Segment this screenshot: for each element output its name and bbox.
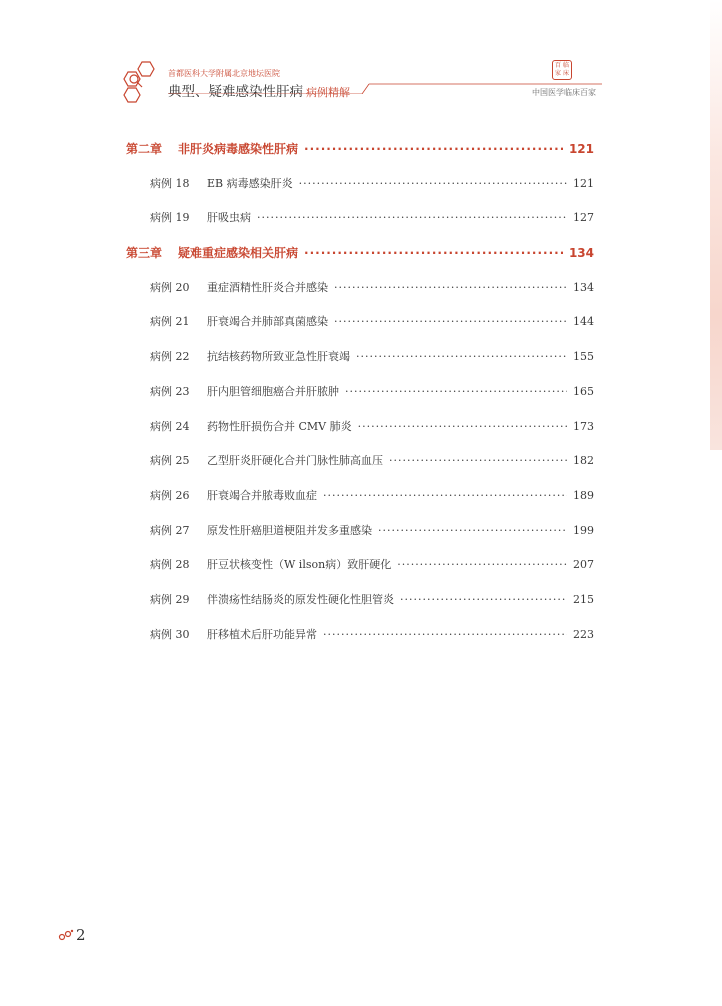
toc-case-row <box>126 514 594 549</box>
dot-leader <box>356 340 567 375</box>
book-title-sub: 病例精解 <box>306 86 350 99</box>
dot-leader <box>257 201 567 236</box>
toc-case-row <box>126 583 594 618</box>
case-title: 药物性肝损伤合并 CMV 肺炎 <box>207 419 352 433</box>
page-number: 134 <box>568 246 594 261</box>
page-number: 165 <box>573 384 594 398</box>
page-number: 134 <box>573 280 594 294</box>
toc-chapter-row <box>126 236 594 271</box>
case-number: 病例 28 <box>150 558 190 572</box>
case-title: 原发性肝癌胆道梗阻并发多重感染 <box>207 523 372 537</box>
side-tab-decoration <box>710 0 722 450</box>
page-number: 207 <box>573 558 594 572</box>
dot-leader <box>345 375 567 410</box>
dot-leader <box>397 548 567 583</box>
case-title: 肝移植术后肝功能异常 <box>207 627 317 641</box>
dot-leader <box>299 167 567 202</box>
dot-leader <box>378 514 567 549</box>
toc-case-row <box>126 479 594 514</box>
seal-char: 临 <box>562 62 569 69</box>
dot-leader <box>323 618 567 653</box>
table-of-contents <box>126 132 594 652</box>
decorative-swirl-icon <box>58 929 74 941</box>
seal-logo <box>552 60 572 80</box>
case-number: 病例 18 <box>150 176 190 190</box>
case-title: 抗结核药物所致亚急性肝衰竭 <box>207 350 350 364</box>
toc-case-row <box>126 305 594 340</box>
page-number: 223 <box>573 627 594 641</box>
case-title: 肝吸虫病 <box>207 211 251 225</box>
hexagon-logo-icon <box>120 60 160 104</box>
case-title: EB 病毒感染肝炎 <box>207 176 293 190</box>
page-number: 199 <box>573 523 594 537</box>
hospital-name: 首都医科大学附属北京地坛医院 <box>168 69 280 78</box>
case-title: 肝衰竭合并肺部真菌感染 <box>207 315 328 329</box>
toc-case-row <box>126 410 594 445</box>
page-number: 215 <box>573 592 594 606</box>
dot-leader <box>400 583 567 618</box>
page-number: 127 <box>573 211 594 225</box>
case-number: 病例 29 <box>150 592 190 606</box>
case-number: 病例 22 <box>150 350 190 364</box>
page-number: 173 <box>573 419 594 433</box>
toc-case-row <box>126 444 594 479</box>
case-number: 病例 27 <box>150 523 190 537</box>
page-number: 182 <box>573 454 594 468</box>
case-number: 病例 24 <box>150 419 190 433</box>
dot-leader <box>334 271 567 306</box>
page-number: 121 <box>568 142 594 156</box>
page-number: 189 <box>573 488 594 502</box>
seal-char: 家 <box>554 70 561 77</box>
page-header <box>120 60 602 104</box>
toc-case-row <box>126 271 594 306</box>
toc-case-row <box>126 618 594 653</box>
chapter-title: 非肝炎病毒感染性肝病 <box>178 142 299 156</box>
seal-char: 床 <box>562 70 569 77</box>
case-number: 病例 21 <box>150 315 190 329</box>
page-number: 121 <box>573 176 594 190</box>
chapter-title: 疑难重症感染相关肝病 <box>178 246 299 261</box>
case-number: 病例 26 <box>150 488 190 502</box>
footer-page-number: 2 <box>76 926 86 944</box>
toc-case-row <box>126 340 594 375</box>
case-title: 肝衰竭合并脓毒败血症 <box>207 488 317 502</box>
seal-char: 百 <box>554 62 561 69</box>
chapter-number: 第三章 <box>126 246 163 261</box>
dot-leader <box>389 444 567 479</box>
case-title: 肝内胆管细胞癌合并肝脓肿 <box>207 384 339 398</box>
case-title: 乙型肝炎肝硬化合并门脉性肺高血压 <box>207 454 383 468</box>
case-title: 肝豆状核变性（W ilson病）致肝硬化 <box>207 558 392 572</box>
page-footer <box>58 926 86 944</box>
toc-chapter-row <box>126 132 594 167</box>
dot-leader <box>358 410 567 445</box>
dot-leader <box>304 132 563 167</box>
dot-leader <box>323 479 567 514</box>
page-number: 144 <box>573 315 594 329</box>
case-number: 病例 30 <box>150 627 190 641</box>
toc-case-row <box>126 375 594 410</box>
toc-case-row <box>126 548 594 583</box>
case-number: 病例 23 <box>150 384 190 398</box>
page-number: 155 <box>573 350 594 364</box>
case-number: 病例 20 <box>150 280 190 294</box>
toc-case-row <box>126 201 594 236</box>
book-title-main: 典型、疑难感染性肝病 <box>168 84 303 100</box>
case-title: 伴溃疡性结肠炎的原发性硬化性胆管炎 <box>207 592 394 606</box>
series-name: 中国医学临床百家 <box>532 88 596 97</box>
chapter-number: 第二章 <box>126 142 163 156</box>
case-number: 病例 25 <box>150 454 190 468</box>
toc-case-row <box>126 167 594 202</box>
case-title: 重症酒精性肝炎合并感染 <box>207 280 328 294</box>
dot-leader <box>304 236 563 271</box>
case-number: 病例 19 <box>150 211 190 225</box>
dot-leader <box>334 305 567 340</box>
